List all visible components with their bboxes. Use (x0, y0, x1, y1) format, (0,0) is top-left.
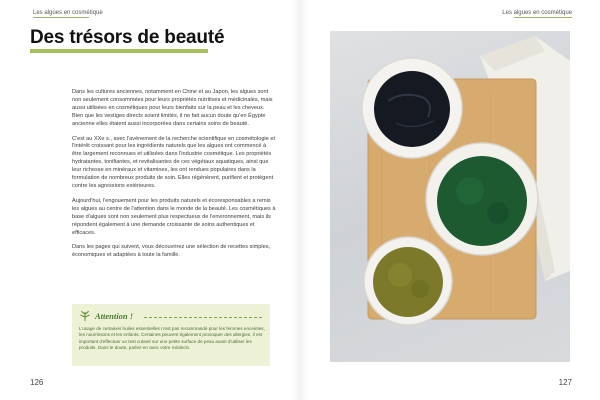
page-number-right: 127 (558, 378, 572, 387)
page-number-left: 126 (30, 378, 44, 387)
page-title: Des trésors de beauté (30, 27, 225, 48)
body-text (72, 89, 276, 267)
callout-text: L'usage de certaines huiles essentielles n'est pas recommandé pour les femmes enceintes, les nourrissons et les enfants. Certaines peuvent également provoquer des allergies, il est important d'effectuer un test cutané sur une petite surface de peau avant d'utiliser les produits. Dans le doute, parlez-en avec votre médecin. (79, 326, 265, 351)
running-header-left: Les algues en cosmétique (33, 10, 103, 16)
paragraph-2: C'est au XXe s., avec l'avènement de la recherche scientifique en cosmétologie et l'intérêt croissant pour les ingrédients naturels que les algues ont commencé à être largement reconnues et utilisées dans l'industrie cosmétique. Les propriétés hydratantes, tonifiantes, et revitalisantes de ces végétaux aquatiques, ainsi que leur richesse en minéraux et vitamines, les ont rendues populaires dans la formulation de nombreux produits de soin. Elles régénèrent, purifient et protègent contre les agressions extérieures. (72, 135, 276, 189)
seaweed-masks-photo (330, 31, 570, 362)
black-charcoal-mask (374, 71, 450, 147)
paragraph-1: Dans les cultures anciennes, notamment en Chine et au Japon, les algues sont non seulement consommées pour leurs propriétés nutritives et médicinales, mais aussi utilisées en cosmétiques pour leurs bienfaits sur la peau et les cheveux. Bien que les vestiges directs soient limités, il ne fait aucun doute qu'en Égypte ancienne elles étaient aussi incorporées dans certains soins de beauté. (72, 89, 273, 127)
seaweed-leaf-icon (79, 310, 91, 322)
attention-callout (72, 304, 270, 366)
book-gutter (292, 0, 308, 400)
callout-dashed-rule (144, 317, 262, 318)
running-header-left-rule (33, 17, 89, 18)
mask-texture (388, 263, 412, 287)
paragraph-4: Dans les pages qui suivent, vous découvrirez une sélection de recettes simples, économiques et adaptées à toute la famille. (72, 244, 271, 259)
mask-texture (411, 280, 429, 298)
running-header-right: Les algues en cosmétique (502, 10, 572, 16)
mask-texture (456, 177, 484, 205)
callout-title: Attention ! (95, 311, 134, 321)
photo-illustration (330, 31, 570, 362)
title-underline (30, 49, 208, 53)
spirulina-green-mask (437, 156, 527, 246)
mask-texture (487, 202, 509, 224)
paragraph-3: Aujourd'hui, l'engouement pour les produits naturels et écoresponsables a remis les algues au centre de l'attention dans le monde de la beauté. Les cosmétiques à base d'algues sont non seulement plus respectueux de l'environnement, mais ils répondent également à une demande croissante de soins authentiques et efficaces. (72, 197, 276, 236)
running-header-right-rule (514, 17, 572, 18)
